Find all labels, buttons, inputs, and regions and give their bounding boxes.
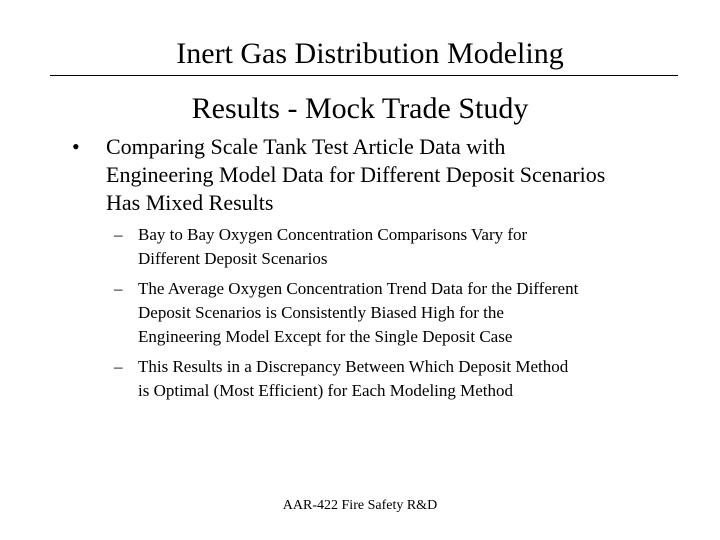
sub-bullet-list [114,223,674,409]
sub-bullet-text: This Results in a Discrepancy Between Which Deposit Method is Optimal (Most Efficient) for Each Modeling Method [138,357,569,400]
sub-bullet-text: The Average Oxygen Concentration Trend Data for the Different Deposit Scenarios is Consistently Biased High for the Engineering Model Except for the Single Deposit Case [138,279,579,346]
title-divider [50,75,678,76]
sub-bullet-marker: – [114,225,123,244]
sub-bullet-marker: – [114,357,123,376]
sub-bullet-marker: – [114,279,123,298]
slide-subtitle: Results - Mock Trade Study [191,92,529,125]
main-bullet-text: Comparing Scale Tank Test Article Data with Engineering Model Data for Different Deposit Scenarios Has Mixed Results [106,134,606,215]
main-bullet [72,133,672,217]
bullet-marker: • [72,134,80,159]
sub-bullet-text: Bay to Bay Oxygen Concentration Comparisons Vary for Different Deposit Scenarios [138,225,528,268]
sub-bullet-item [114,277,674,349]
slide-footer: AAR-422 Fire Safety R&D [282,498,438,513]
slide-title: Inert Gas Distribution Modeling [176,37,564,70]
sub-bullet-item [114,223,674,271]
sub-bullet-item [114,355,674,403]
